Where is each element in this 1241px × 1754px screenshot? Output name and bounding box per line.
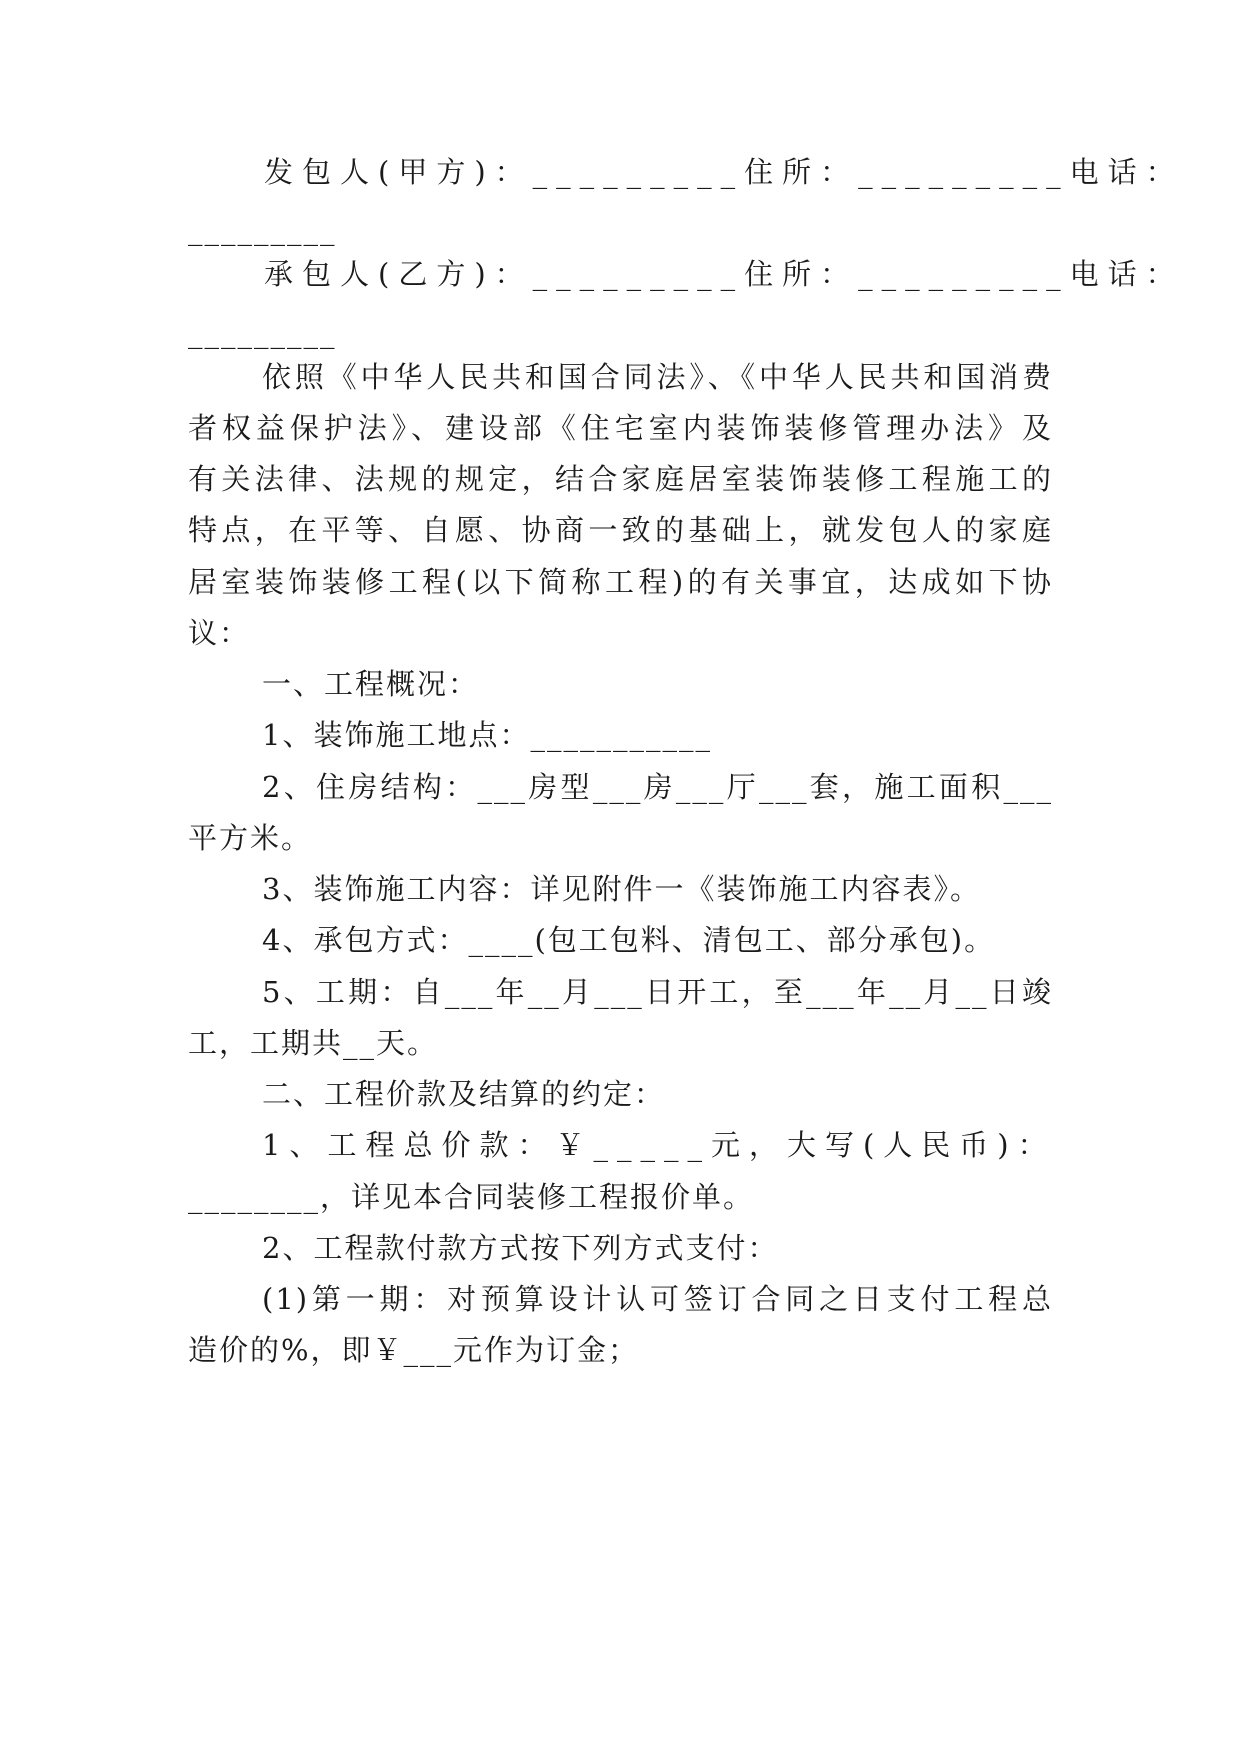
item-3-content: 3、装饰施工内容：详见附件一《装饰施工内容表》。 bbox=[262, 872, 981, 906]
item-5-period-cont: 工，工期共__天。 bbox=[188, 1026, 439, 1060]
party-b-line: 承包人(乙方)：_________住所：_________电话： bbox=[264, 257, 1184, 291]
party-a-line: 发包人(甲方)：_________住所：_________电话： bbox=[264, 155, 1184, 189]
item-first-payment: (1)第一期：对预算设计认可签订合同之日支付工程总 bbox=[262, 1282, 1053, 1316]
item-total-price-cont: ________，详见本合同装修工程报价单。 bbox=[188, 1180, 755, 1214]
preamble-line-1: 依照《中华人民共和国合同法》、《中华人民共和国消费 bbox=[262, 360, 1053, 394]
party-b-phone-blank: _________ bbox=[188, 315, 337, 349]
item-total-price: 1、工程总价款：￥_____元，大写(人民币)： bbox=[262, 1128, 1056, 1162]
party-a-phone-blank: _________ bbox=[188, 212, 337, 246]
item-1-location: 1、装饰施工地点：___________ bbox=[262, 718, 712, 752]
item-5-period: 5、工期：自___年__月___日开工，至___年__月__日竣 bbox=[262, 975, 1053, 1009]
item-payment-method: 2、工程款付款方式按下列方式支付： bbox=[262, 1231, 779, 1265]
preamble-line-5: 居室装饰装修工程(以下简称工程)的有关事宜，达成如下协 bbox=[188, 565, 1053, 599]
item-4-method: 4、承包方式：____(包工包料、清包工、部分承包)。 bbox=[262, 923, 996, 957]
preamble-line-6: 议： bbox=[188, 616, 251, 650]
preamble-line-2: 者权益保护法》、建设部《住宅室内装饰装修管理办法》及 bbox=[188, 411, 1053, 445]
item-first-payment-cont: 造价的%，即￥___元作为订金； bbox=[188, 1333, 640, 1367]
section-2-heading: 二、工程价款及结算的约定： bbox=[262, 1077, 666, 1111]
item-2-structure: 2、住房结构：___房型___房___厅___套，施工面积___ bbox=[262, 770, 1053, 804]
preamble-line-4: 特点，在平等、自愿、协商一致的基础上，就发包人的家庭 bbox=[188, 513, 1053, 547]
item-2-structure-cont: 平方米。 bbox=[188, 821, 313, 855]
preamble-line-3: 有关法律、法规的规定，结合家庭居室装饰装修工程施工的 bbox=[188, 462, 1053, 496]
section-1-heading: 一、工程概况： bbox=[262, 667, 480, 701]
